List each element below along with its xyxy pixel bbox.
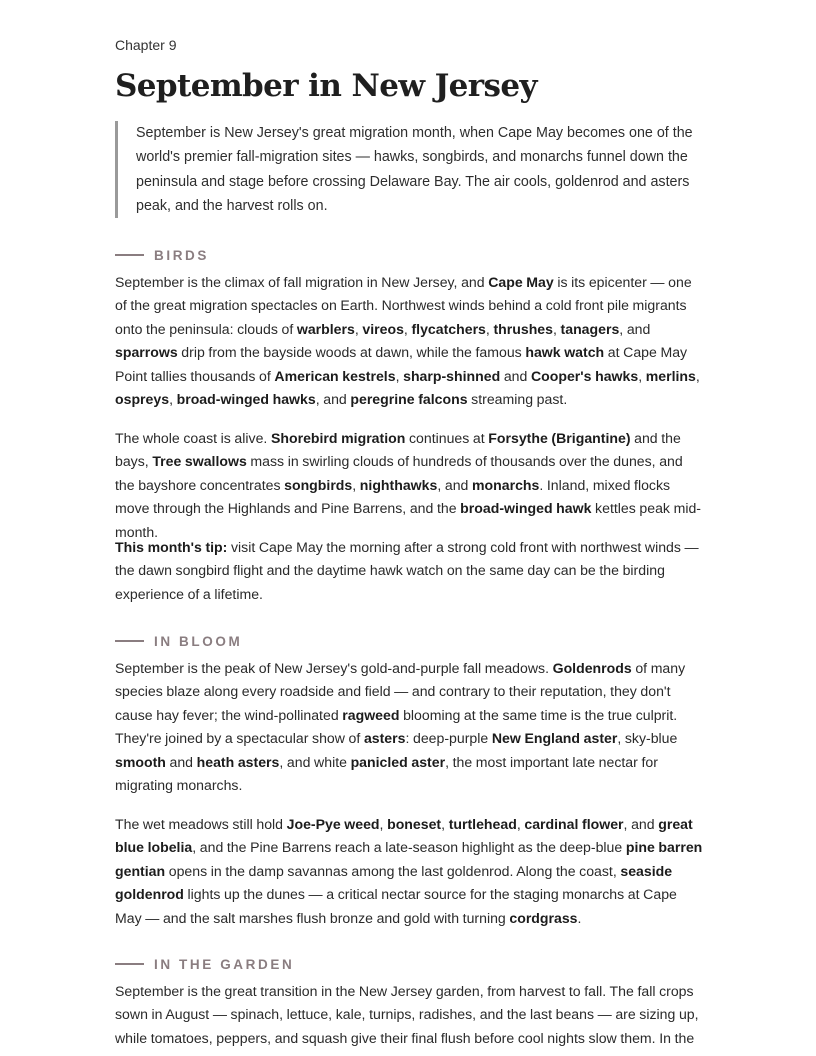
bold-term: American kestrels bbox=[274, 367, 396, 384]
bold-term: peregrine falcons bbox=[350, 391, 468, 408]
bold-term: sharp-shinned bbox=[403, 367, 501, 384]
heading-rule bbox=[115, 254, 144, 256]
bold-term: broad-winged hawks bbox=[176, 391, 316, 408]
birds-paragraph-1: September is the climax of fall migration in New Jersey, and Cape May is its epicenter — one of the great migration spectacles on Earth. Northwest winds behind a cold front pile migrants onto the peninsula: clouds of warblers, vireos, flycatchers, thrushes, tanagers, and sparrows drip from the bayside woods at dawn, while the famous hawk watch at Cape May Point tallies thousands of American kestrels, sharp-shinned and Cooper's hawks, merlins, ospreys, broad-winged hawks, and peregrine falcons streaming past. bbox=[115, 274, 700, 408]
bold-term: turtlehead bbox=[448, 816, 517, 832]
bold-term: cardinal flower bbox=[524, 816, 624, 832]
bold-term: songbirds bbox=[284, 476, 353, 493]
birds-tip-paragraph: This month's tip: visit Cape May the morning after a strong cold front with northwest winds — the dawn songbird flight and the daytime hawk watch on the same day can be the birding experience of a lifetime. bbox=[115, 539, 699, 602]
bold-term: monarchs bbox=[472, 476, 540, 493]
section-heading-birds bbox=[115, 245, 209, 265]
section-heading-in-the-garden bbox=[115, 954, 294, 974]
bold-term: thrushes bbox=[493, 320, 553, 337]
section-heading-label: BIRDS bbox=[154, 247, 210, 263]
bold-term: hawk watch bbox=[525, 344, 605, 361]
bold-term: smooth bbox=[115, 753, 166, 770]
bold-term: flycatchers bbox=[411, 320, 486, 337]
bold-term: Goldenrods bbox=[552, 660, 632, 676]
bold-term: broad-winged hawk bbox=[460, 500, 592, 517]
bold-term: seaside goldenrod bbox=[115, 862, 673, 903]
bold-term: cordgrass bbox=[509, 909, 578, 926]
bold-term: New England aster bbox=[491, 730, 618, 747]
chapter-label: Chapter 9 bbox=[115, 37, 177, 53]
bold-term: nighthawks bbox=[359, 476, 438, 493]
bold-term: heath asters bbox=[196, 753, 280, 770]
bold-term: boneset bbox=[387, 816, 442, 832]
page-title: September in New Jersey bbox=[115, 68, 537, 104]
bold-term: Cape May bbox=[488, 274, 554, 290]
bold-term: asters bbox=[363, 730, 406, 747]
bold-term: sparrows bbox=[115, 344, 178, 361]
section-heading-in-bloom bbox=[115, 631, 242, 651]
bloom-paragraph-1: September is the peak of New Jersey's gold-and-purple fall meadows. Goldenrods of many species blaze along every roadside and field — and contrary to their reputation, they don't cause hay fever; the wind-pollinated ragweed blooming at the same time is the true culprit. They're joined by a spectacular show of asters: deep-purple New England aster, sky-blue smooth and heath asters, and white panicled aster, the most important late nectar for migrating monarchs. bbox=[115, 660, 686, 794]
bold-term: great blue lobelia bbox=[115, 816, 693, 856]
bold-term: ragweed bbox=[342, 706, 400, 723]
section-heading-label: IN BLOOM bbox=[154, 633, 243, 649]
bold-term: Forsythe (Brigantine) bbox=[488, 430, 631, 446]
bold-term: tanagers bbox=[560, 320, 620, 337]
bold-term: Tree swallows bbox=[152, 453, 247, 470]
bold-term: vireos bbox=[362, 320, 404, 337]
section-heading-label: IN THE GARDEN bbox=[154, 956, 295, 972]
bold-term: Cooper's hawks bbox=[530, 367, 639, 384]
bold-term: Joe-Pye weed bbox=[286, 816, 380, 832]
bold-term: merlins bbox=[645, 367, 696, 384]
bold-term: panicled aster bbox=[350, 753, 446, 770]
bold-term: ospreys bbox=[115, 391, 170, 408]
birds-paragraph-2: The whole coast is alive. Shorebird migration continues at Forsythe (Brigantine) and the bays, Tree swallows mass in swirling clouds of hundreds of thousands over the dunes, and the bayshore concentrates songbirds, nighthawks, and monarchs. Inland, mixed flocks move through the Highlands and Pine Barrens, and the broad-winged hawk kettles peak mid-month. bbox=[115, 430, 701, 540]
bold-term: pine barren gentian bbox=[115, 839, 703, 879]
heading-rule bbox=[115, 640, 144, 642]
bold-term: This month's tip: bbox=[115, 539, 228, 555]
bold-term: Shorebird migration bbox=[270, 430, 406, 446]
heading-rule bbox=[115, 963, 144, 965]
bloom-paragraph-2: The wet meadows still hold Joe-Pye weed, boneset, turtlehead, cardinal flower, and great blue lobelia, and the Pine Barrens reach a late-season highlight as the deep-blue pine barren gentian opens in the damp savannas among the last goldenrod. Along the coast, seaside goldenrod lights up the dunes — a critical nectar source for the staging monarchs at Cape May — and the salt marshes flush bronze and gold with turning cordgrass. bbox=[115, 816, 703, 926]
intro-blockquote: September is New Jersey's great migration month, when Cape May becomes one of the world's premier fall-migration sites — hawks, songbirds, and monarchs funnel down the peninsula and stage before crossing Delaware Bay. The air cools, goldenrod and asters peak, and the harvest rolls on. bbox=[115, 121, 703, 218]
garden-paragraph-1: September is the great transition in the New Jersey garden, from harvest to fall. The fall crops sown in August — spinach, lettuce, kale, turnips, radishes, and the last beans — are sizing up, while tomatoes, peppers, and squash give their final flush before cool nights slow them. In the bbox=[115, 983, 699, 1046]
bold-term: warblers bbox=[296, 320, 355, 337]
